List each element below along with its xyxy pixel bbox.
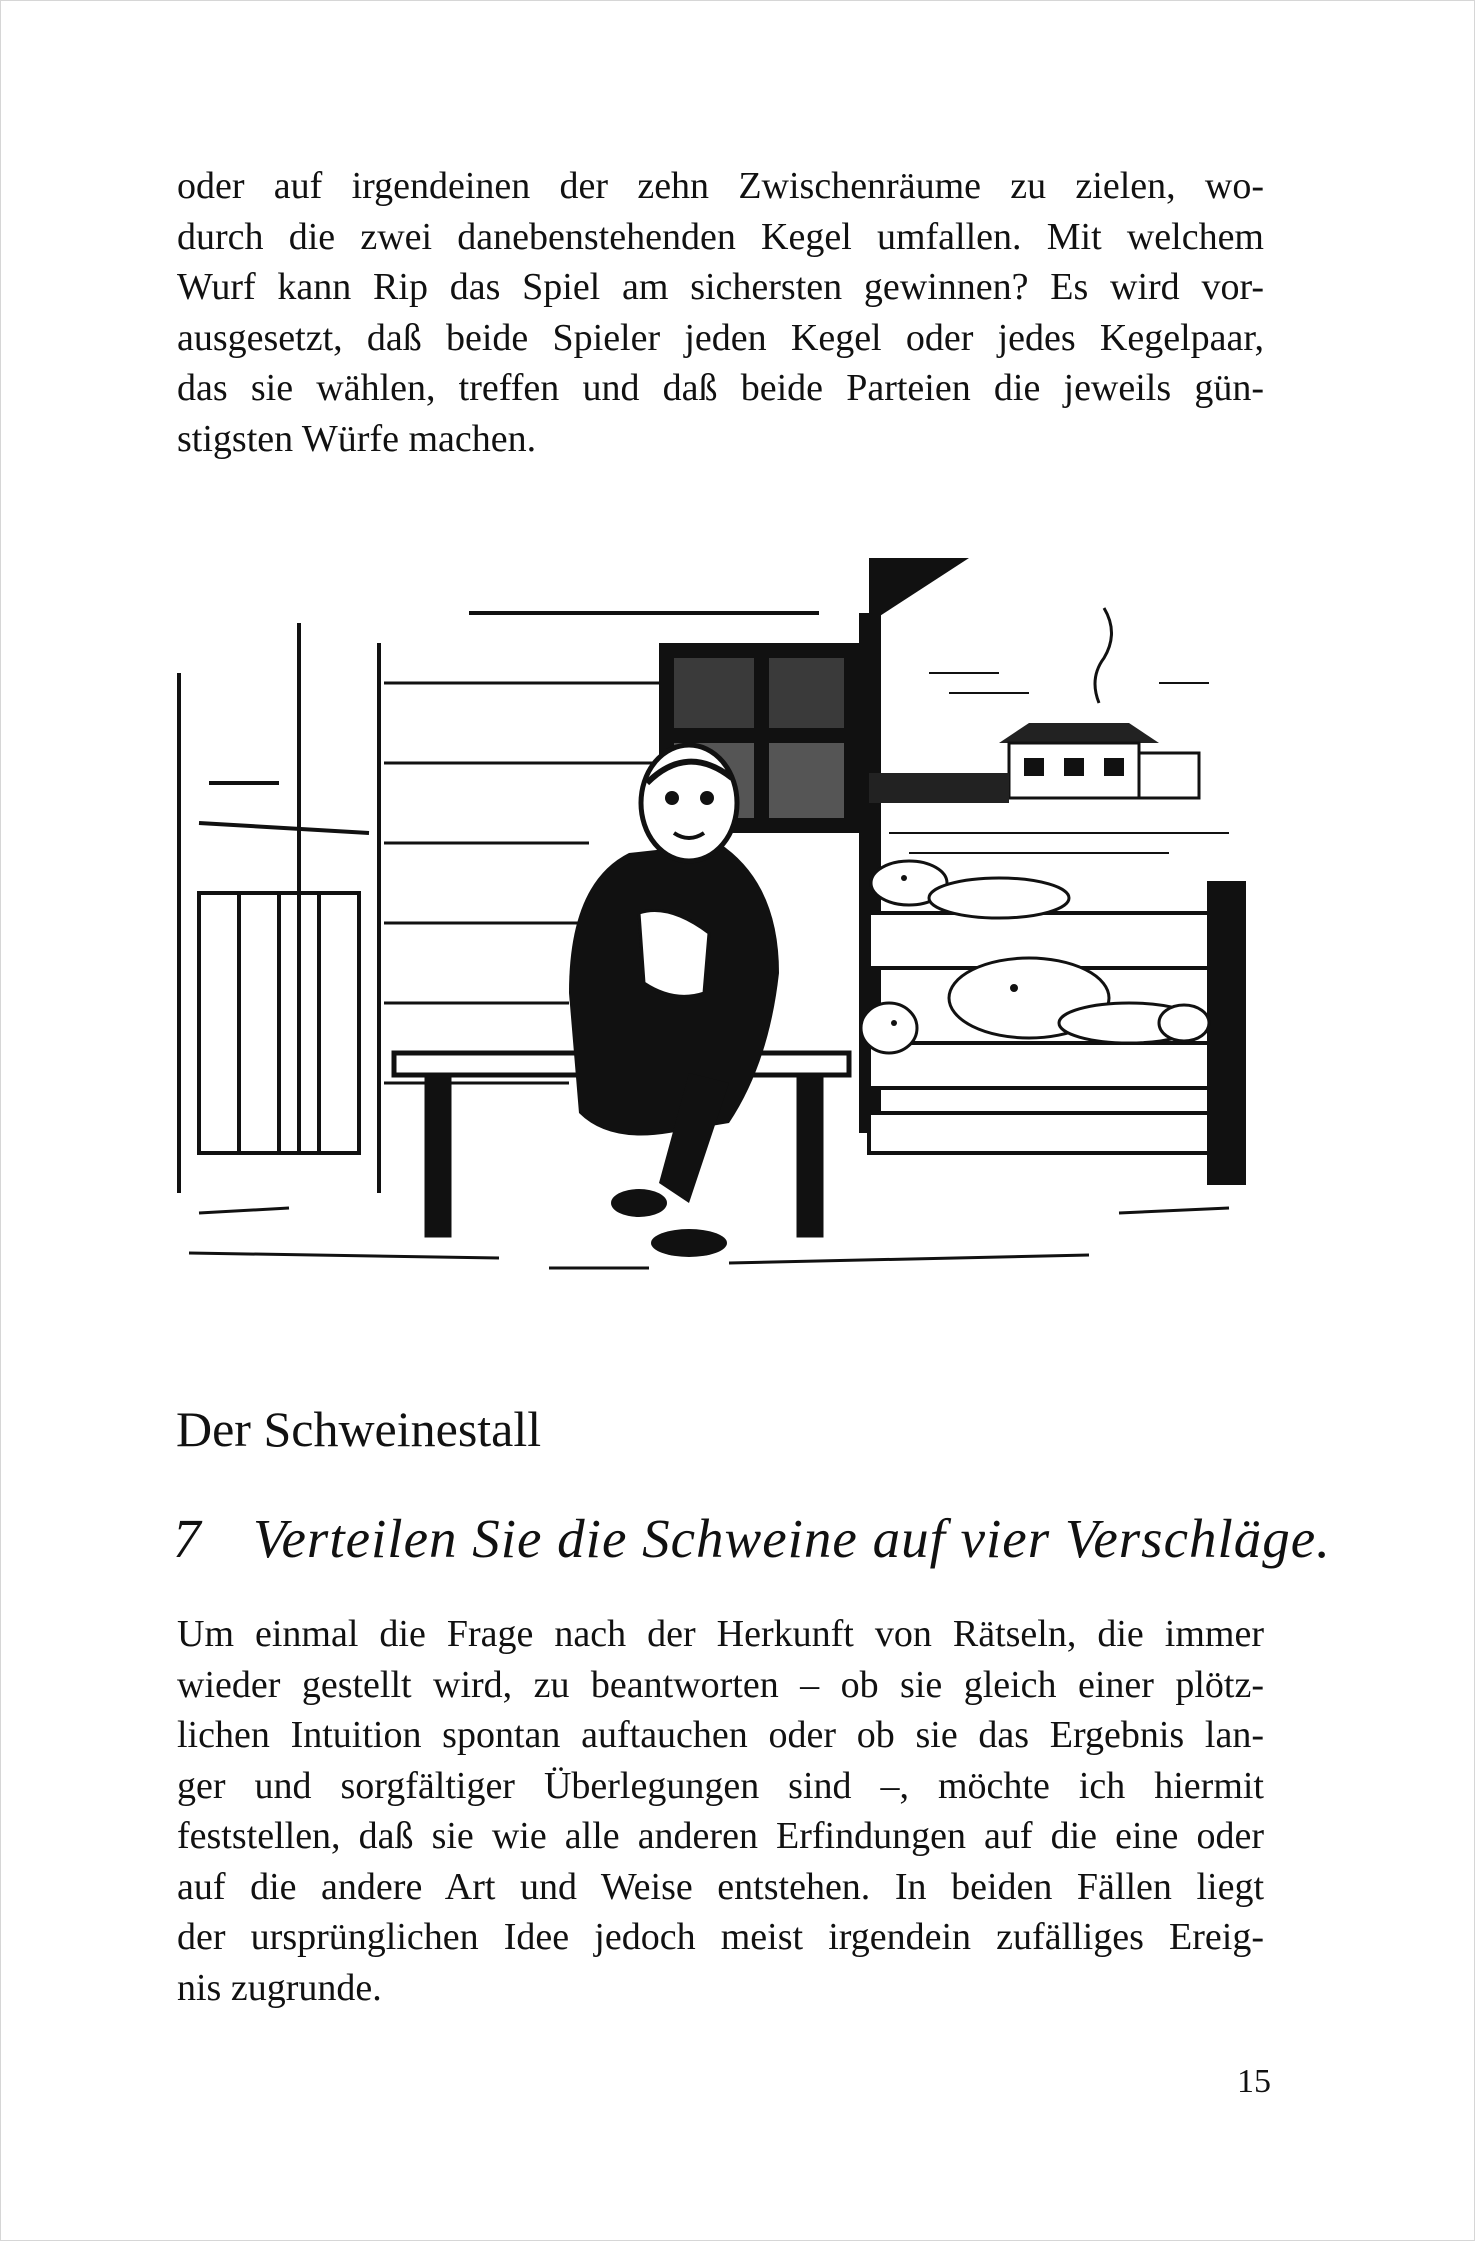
text-line: durch die zwei danebenstehenden Kegel umfallen. Mit welchem	[177, 215, 1264, 258]
text-line: auf die andere Art und Weise entstehen. In beiden Fällen liegt	[177, 1865, 1264, 1908]
text-line: stigsten Würfe machen.	[177, 417, 537, 460]
text-line: lichen Intuition spontan auftauchen oder ob sie das Ergebnis lan-	[177, 1714, 1264, 1756]
text-line: Um einmal die Frage nach der Herkunft von Rätseln, die immer	[177, 1613, 1264, 1655]
text-line: ausgesetzt, daß beide Spieler jeden Kegel oder jedes Kegelpaar,	[177, 316, 1264, 359]
text-line: der ursprünglichen Idee jedoch meist irgendein zufälliges Ereig-	[177, 1916, 1264, 1958]
page-number: 15	[1237, 2063, 1271, 2100]
pigsty-illustration	[169, 553, 1269, 1273]
text-line: feststellen, daß sie wie alle anderen Erfindungen auf die eine oder	[177, 1815, 1264, 1857]
intro-paragraph	[177, 161, 1264, 464]
body-paragraph	[177, 1609, 1264, 2013]
text-line: oder auf irgendeinen der zehn Zwischenräume zu zielen, wo-	[177, 165, 1264, 207]
text-line: wieder gestellt wird, zu beantworten – ob sie gleich einer plötz-	[177, 1663, 1264, 1706]
text-line: das sie wählen, treffen und daß beide Parteien die jeweils gün-	[177, 367, 1264, 409]
text-line: Wurf kann Rip das Spiel am sichersten gewinnen? Es wird vor-	[177, 266, 1264, 308]
problem-statement	[173, 1507, 1331, 1571]
problem-number: 7	[173, 1508, 202, 1569]
problem-text: Verteilen Sie die Schweine auf vier Verschläge.	[253, 1508, 1331, 1569]
text-line: ger und sorgfältiger Überlegungen sind –, möchte ich hiermit	[177, 1764, 1264, 1807]
text-line: nis zugrunde.	[177, 1966, 382, 2009]
section-title: Der Schweinestall	[176, 1401, 542, 1457]
